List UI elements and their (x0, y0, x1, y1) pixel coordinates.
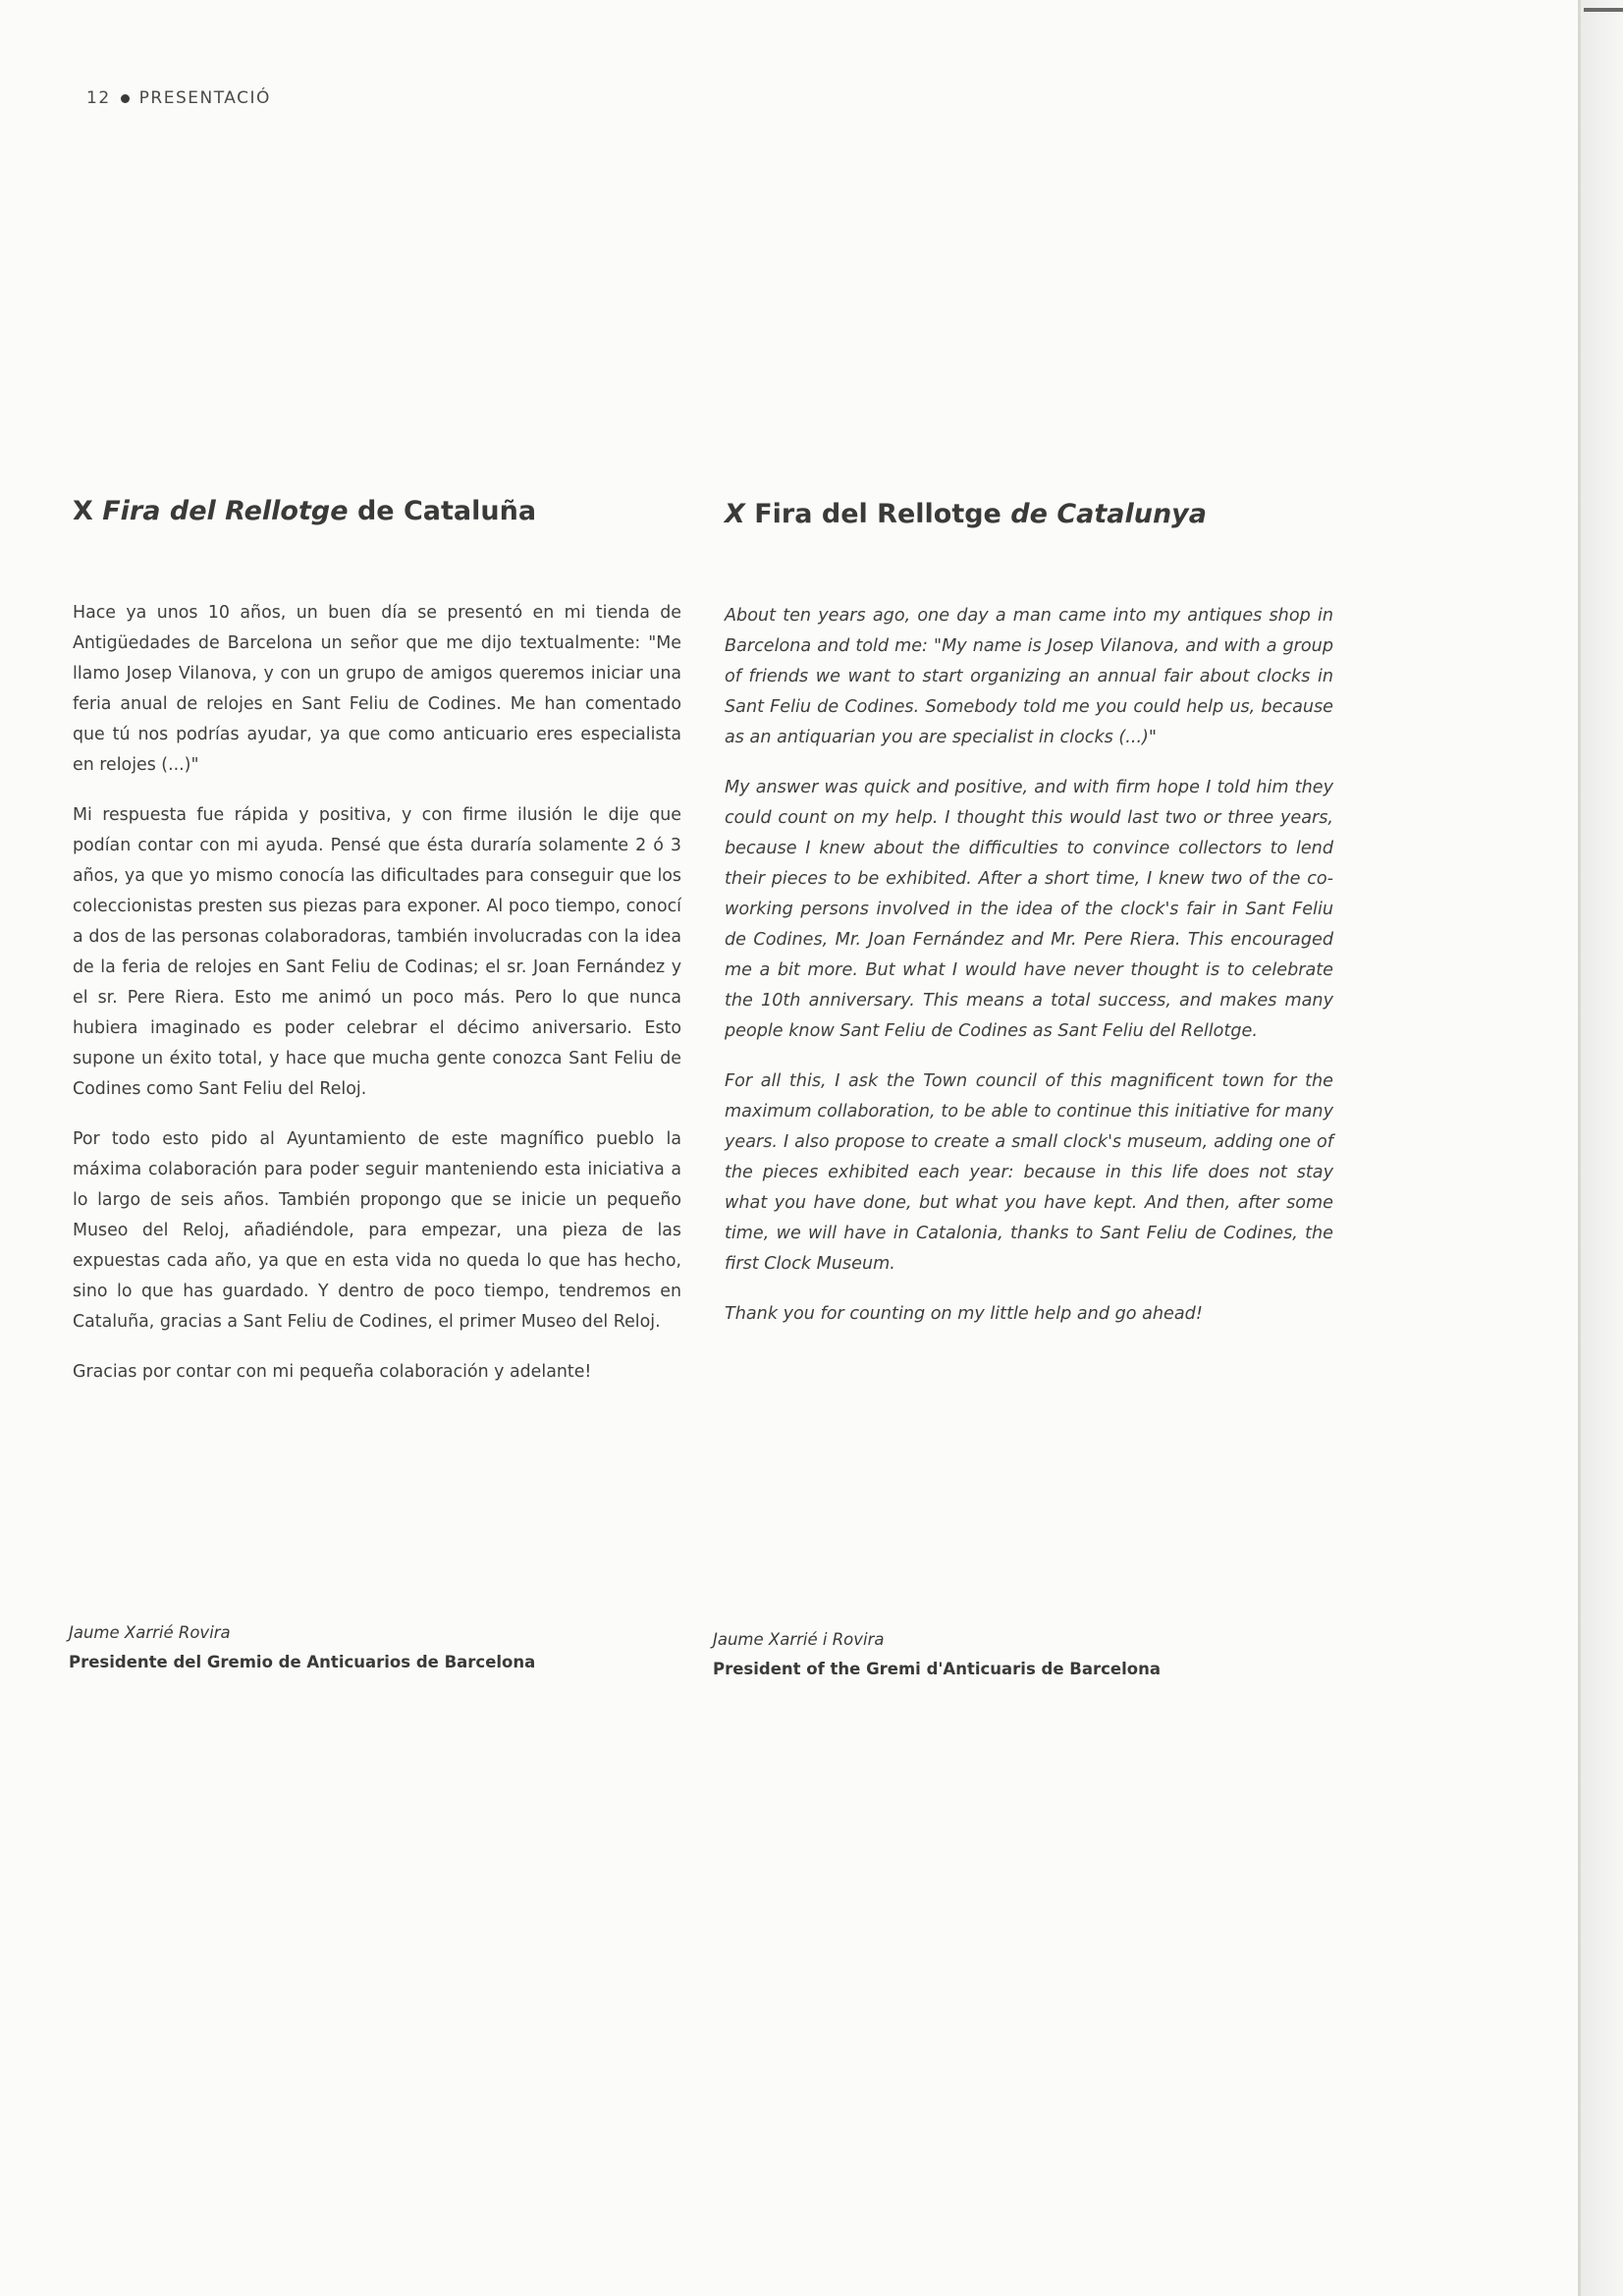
english-title (725, 499, 1333, 530)
paragraph: Thank you for counting on my little help and go ahead! (725, 1304, 1203, 1325)
english-column (725, 499, 1333, 1349)
title-prefix: X (73, 496, 93, 526)
page-header (86, 88, 271, 108)
bullet-icon (121, 94, 130, 103)
paragraph: Gracias por contar con mi pequeña colaboración y adelante! (73, 1362, 592, 1383)
signature-role: President of the Gremi d'Anticuaris de Barcelona (713, 1660, 1161, 1678)
page-edge (1581, 0, 1623, 2296)
paragraph: My answer was quick and positive, and with firm hope I told him they could count on my help. I thought this would last two or three years, because I knew about the difficulties to convince collectors to lend their pieces to be exhibited. After a short time, I knew two of the co-working persons involved in the idea of the clock's fair in Sant Feliu de Codines, Mr. Joan Fernández and Mr. Pere Riera. This encouraged me a bit more. But what I would have never thought is to celebrate the 10th anniversary. This means a total success, and makes many people know Sant Feliu de Codines as Sant Feliu del Rellotge. (725, 778, 1333, 1042)
title-italic: de Catalunya (1010, 499, 1207, 529)
page-number: 12 (86, 88, 111, 108)
title-bold: Fira del Rellotge (754, 499, 1001, 529)
corner-mark (1584, 8, 1623, 12)
spanish-title (73, 496, 681, 527)
paragraph: Mi respuesta fue rápida y positiva, y con firme ilusión le dije que podían contar con mi ayuda. Pensé que ésta duraría solamente 2 ó 3 años, ya que yo mismo conocía las dificultades para conseguir que los coleccionistas presten sus piezas para exponer. Al poco tiempo, conocí a dos de las personas colaboradoras, también involucradas con la idea de la feria de relojes en Sant Feliu de Codinas; el sr. Joan Fernández y el sr. Pere Riera. Esto me animó un poco más. Pero lo que nunca hubiera imaginado es poder celebrar el décimo aniversario. Esto supone un éxito total, y hace que mucha gente conozca Sant Feliu de Codines como Sant Feliu del Reloj. (73, 805, 681, 1100)
english-signature (713, 1625, 1161, 1684)
paragraph: For all this, I ask the Town council of this magnificent town for the maximum collaboration, to be able to continue this initiative for many years. I also propose to create a small clock's museum, adding one of the pieces exhibited each year: because in this life does not stay what you have done, but what you have kept. And then, after some time, we will have in Catalonia, thanks to Sant Feliu de Codines, the first Clock Museum. (725, 1071, 1333, 1275)
signature-name: Jaume Xarrié Rovira (69, 1623, 231, 1642)
section-title: PRESENTACIÓ (138, 88, 271, 108)
spanish-signature (69, 1618, 535, 1677)
signature-name: Jaume Xarrié i Rovira (713, 1630, 885, 1649)
paragraph: Hace ya unos 10 años, un buen día se presentó en mi tienda de Antigüedades de Barcelona un señor que me dijo textualmente: "Me llamo Josep Vilanova, y con un grupo de amigos queremos iniciar una feria anual de relojes en Sant Feliu de Codines. Me han comentado que tú nos podrías ayudar, ya que como anticuario eres especialista en relojes (...)" (73, 603, 681, 776)
signature-role: Presidente del Gremio de Anticuarios de Barcelona (69, 1653, 536, 1671)
title-suffix: de Cataluña (356, 496, 537, 526)
paragraph: Por todo esto pido al Ayuntamiento de este magnífico pueblo la máxima colaboración para poder seguir manteniendo esta iniciativa a lo largo de seis años. También propongo que se inicie un pequeño Museo del Reloj, añadiéndole, para empezar, una pieza de las expuestas cada año, ya que en esta vida no queda lo que has hecho, sino lo que has guardado. Y dentro de poco tiempo, tendremos en Cataluña, gracias a Sant Feliu de Codines, el primer Museo del Reloj. (73, 1129, 681, 1333)
paragraph: About ten years ago, one day a man came into my antiques shop in Barcelona and told me: "My name is Josep Vilanova, and with a group of friends we want to start organizing an annual fair about clocks in Sant Feliu de Codines. Somebody told me you could help us, because as an antiquarian you are specialist in clocks (...)" (725, 606, 1333, 748)
spanish-column (73, 496, 681, 1407)
title-prefix: X (725, 499, 745, 529)
title-italic: Fira del Rellotge (102, 496, 349, 526)
